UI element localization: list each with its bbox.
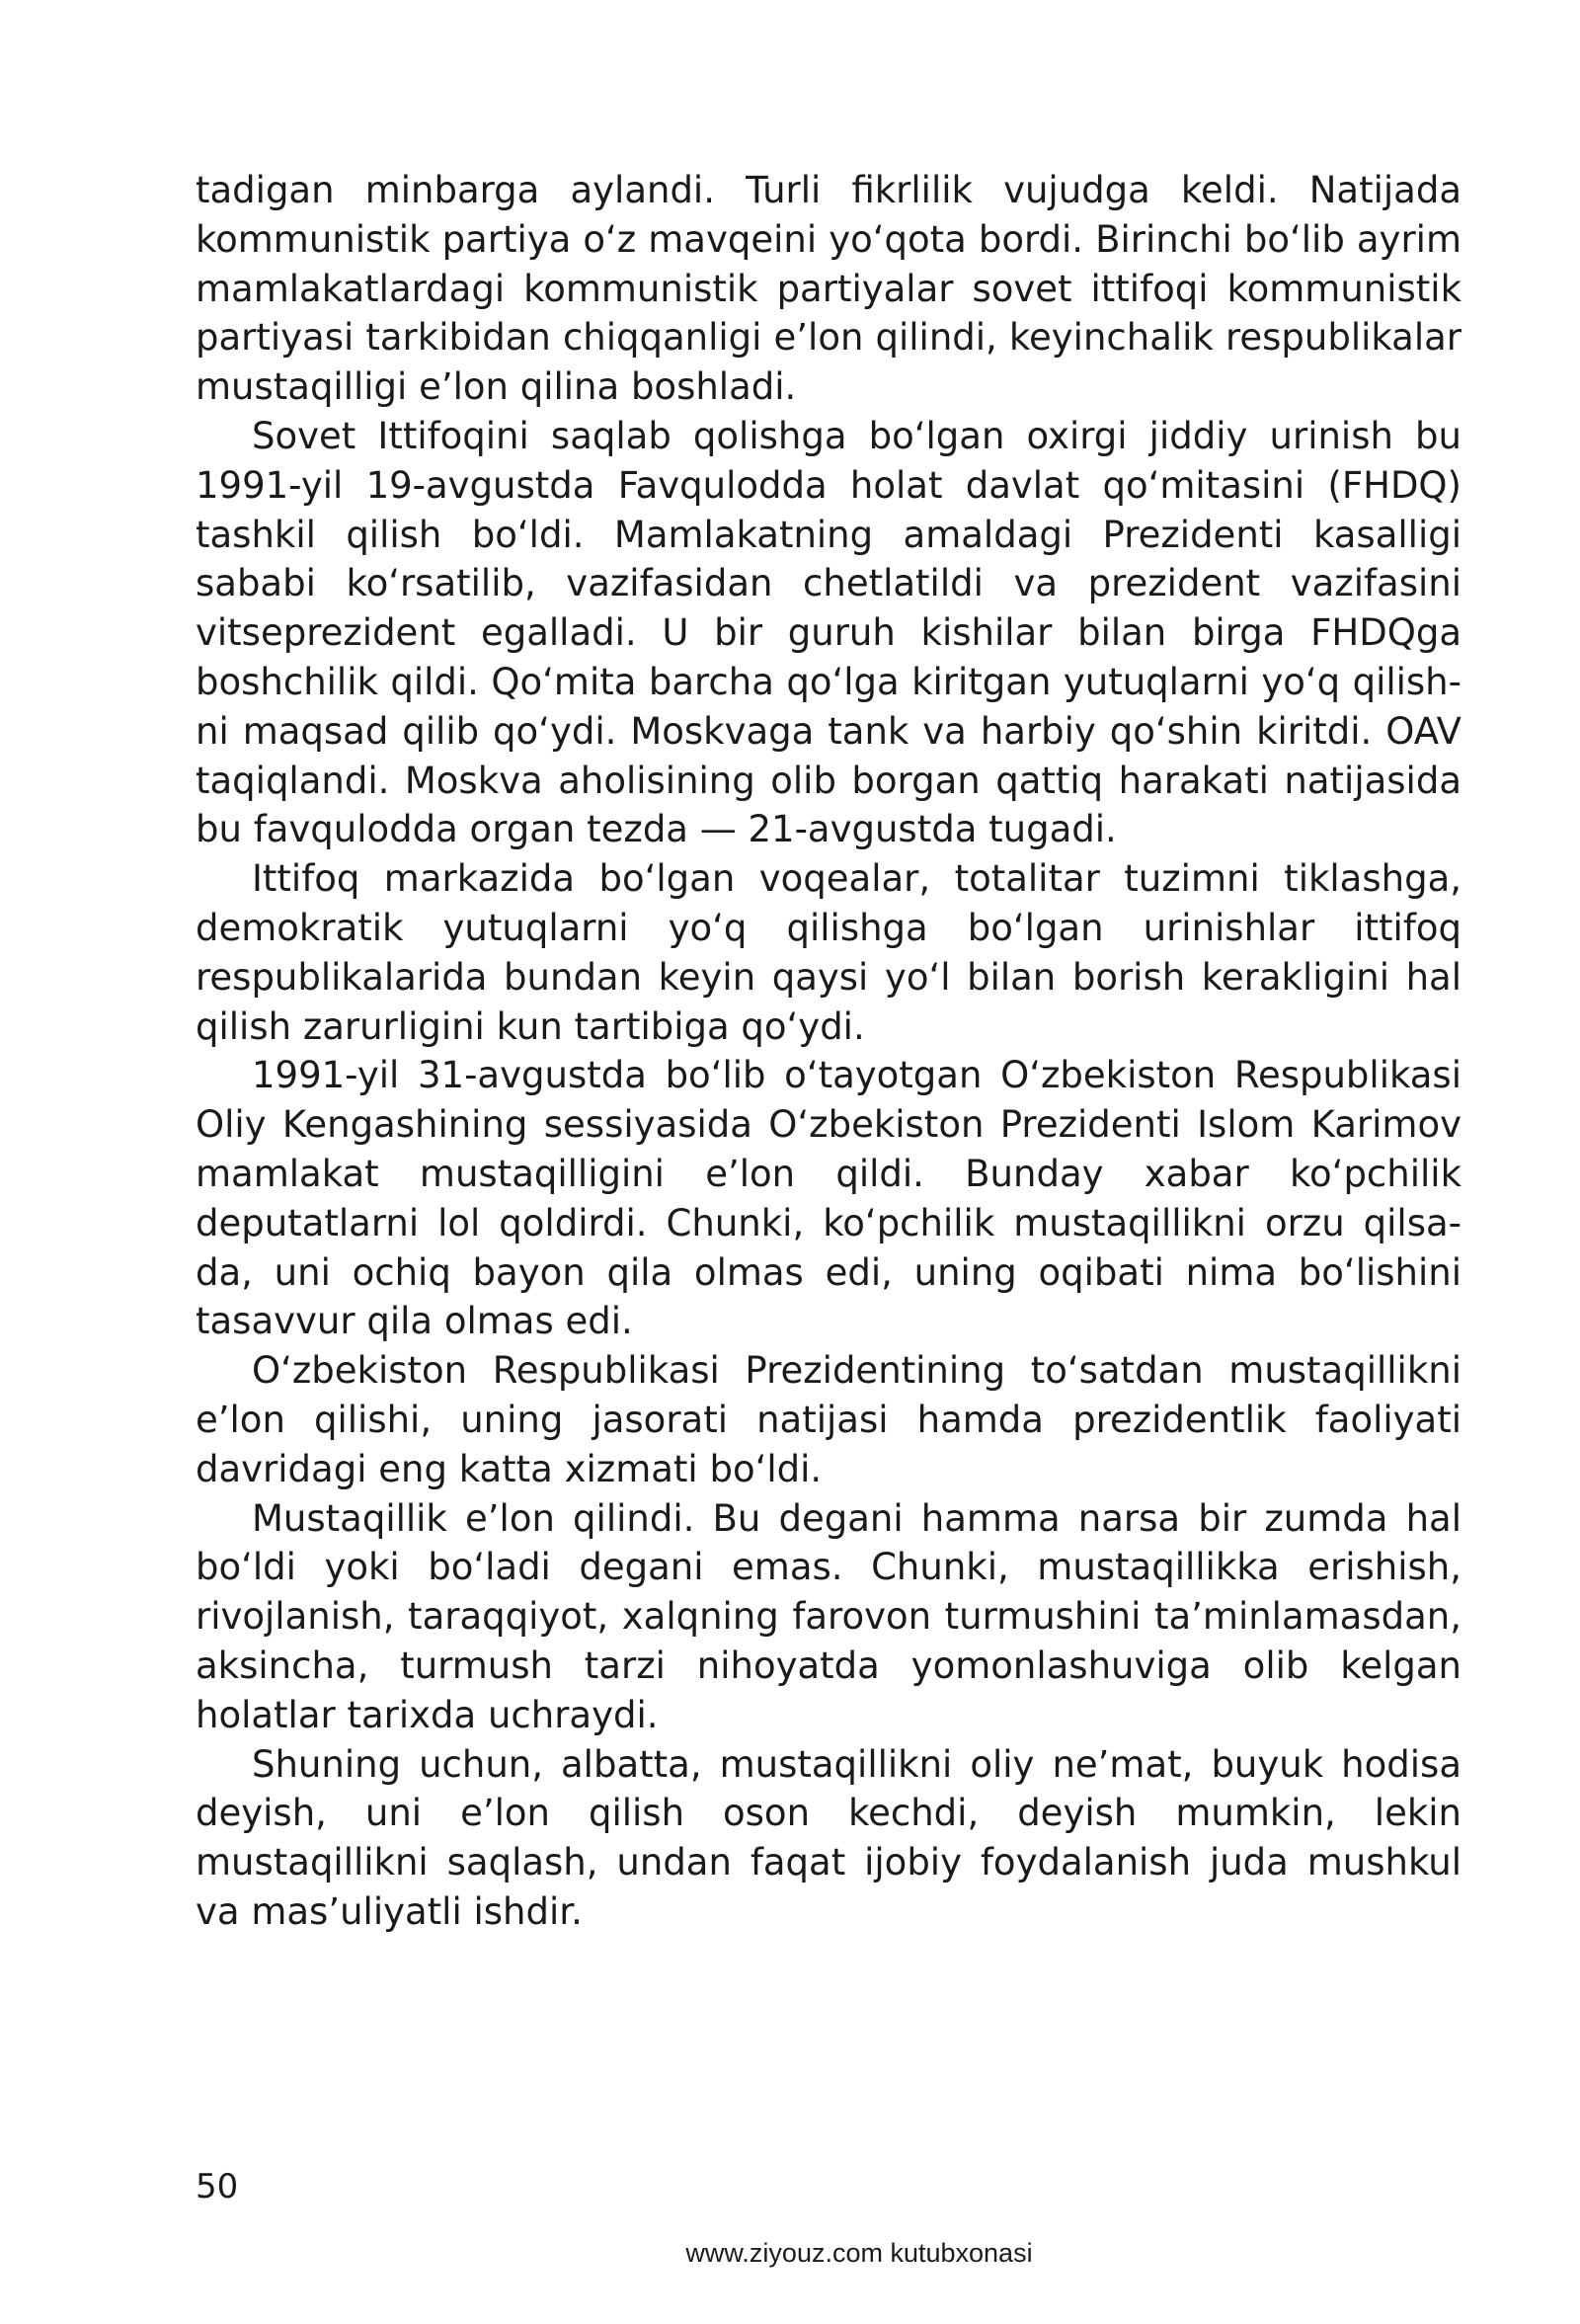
paragraph-continued: tadigan minbarga aylandi. Turli fikrlilik vujudga keldi. Natijada kommunistik partiya o‘z mavqeini yo‘qota bordi. Birinchi bo‘lib ayrim mamlakatlardagi kommunistik partiyalar sovet ittifoqi kommunistik partiyasi tarkibidan chiqqanligi e’lon qilindi, keyinchalik respublikalar mustaqilligi e’lon qilina boshladi. <box>196 169 1462 409</box>
page-number: 50 <box>196 2167 239 2206</box>
paragraph: Ittifoq markazida bo‘lgan voqealar, totalitar tuzimni tiklashga, demokratik yutuqlarni yo‘q qilishga bo‘lgan urinishlar ittifoq respublikalarida bundan keyin qaysi yo‘l bilan borish kerakligini hal qilish zarurligini kun tartibiga qo‘ydi. <box>196 857 1462 1048</box>
paragraph: Mustaqillik e’lon qilindi. Bu degani hamma narsa bir zumda hal bo‘ldi yoki bo‘ladi degani emas. Chunki, mustaqillikka erishish, rivojlanish, taraqqiyot, xalqning farovon turmushini ta’minlamasdan, aksincha, turmush tarzi nihoyatda yomonlashuviga olib kelgan holatlar tarixda uchraydi. <box>196 1496 1462 1736</box>
paragraph: O‘zbekiston Respublikasi Prezidentining to‘satdan mustaqillikni e’lon qilishi, uning jasorati natijasi hamda prezidentlik faoliyati davridagi eng katta xizmati bo‘ldi. <box>196 1349 1462 1490</box>
body-text <box>196 166 1462 1937</box>
paragraph: 1991-yil 31-avgustda bo‘lib o‘tayotgan O‘zbekiston Respublikasi Oliy Kengashining sessiyasida O‘zbekiston Prezidenti Islom Karimov mamlakat mustaqilligini e’lon qildi. Bunday xabar ko‘pchilik deputatlarni lol qoldirdi. Chunki, ko‘pchilik mustaqillikni orzu qilsa-da, uni ochiq bayon qila olmas edi, uning oqibati nima bo‘lishini tasavvur qila olmas edi. <box>196 1054 1462 1343</box>
paragraph: Sovet Ittifoqini saqlab qolishga bo‘lgan oxirgi jiddiy urinish bu 1991-yil 19-avgustda Favqulodda holat davlat qo‘mitasini (FHDQ) tashkil qilish bo‘ldi. Mamlakatning amaldagi Prezidenti kasalligi sababi ko‘rsatilib, vazifasidan chetlatildi va prezident vazifasini vitseprezident egalladi. U bir guruh kishilar bilan birga FHDQga boshchilik qildi. Qo‘mita barcha qo‘lga kiritgan yutuqlarni yo‘q qilishni maqsad qilib qo‘ydi. Moskvaga tank va harbiy qo‘shin kiritdi. OAV taqiqlandi. Moskva aholisining olib borgan qattiq harakati natijasida bu favqulodda organ tezda — 21-avgustda tugadi. <box>196 414 1462 851</box>
paragraph: Shuning uchun, albatta, mustaqillikni oliy ne’mat, buyuk hodisa deyish, uni e’lon qilish oson kechdi, deyish mumkin, lekin mustaqillikni saqlash, undan faqat ijobiy foydalanish juda mushkul va mas’uliyatli ishdir. <box>196 1742 1462 1933</box>
footer-watermark: www.ziyouz.com kutubxonasi <box>685 2238 1033 2268</box>
